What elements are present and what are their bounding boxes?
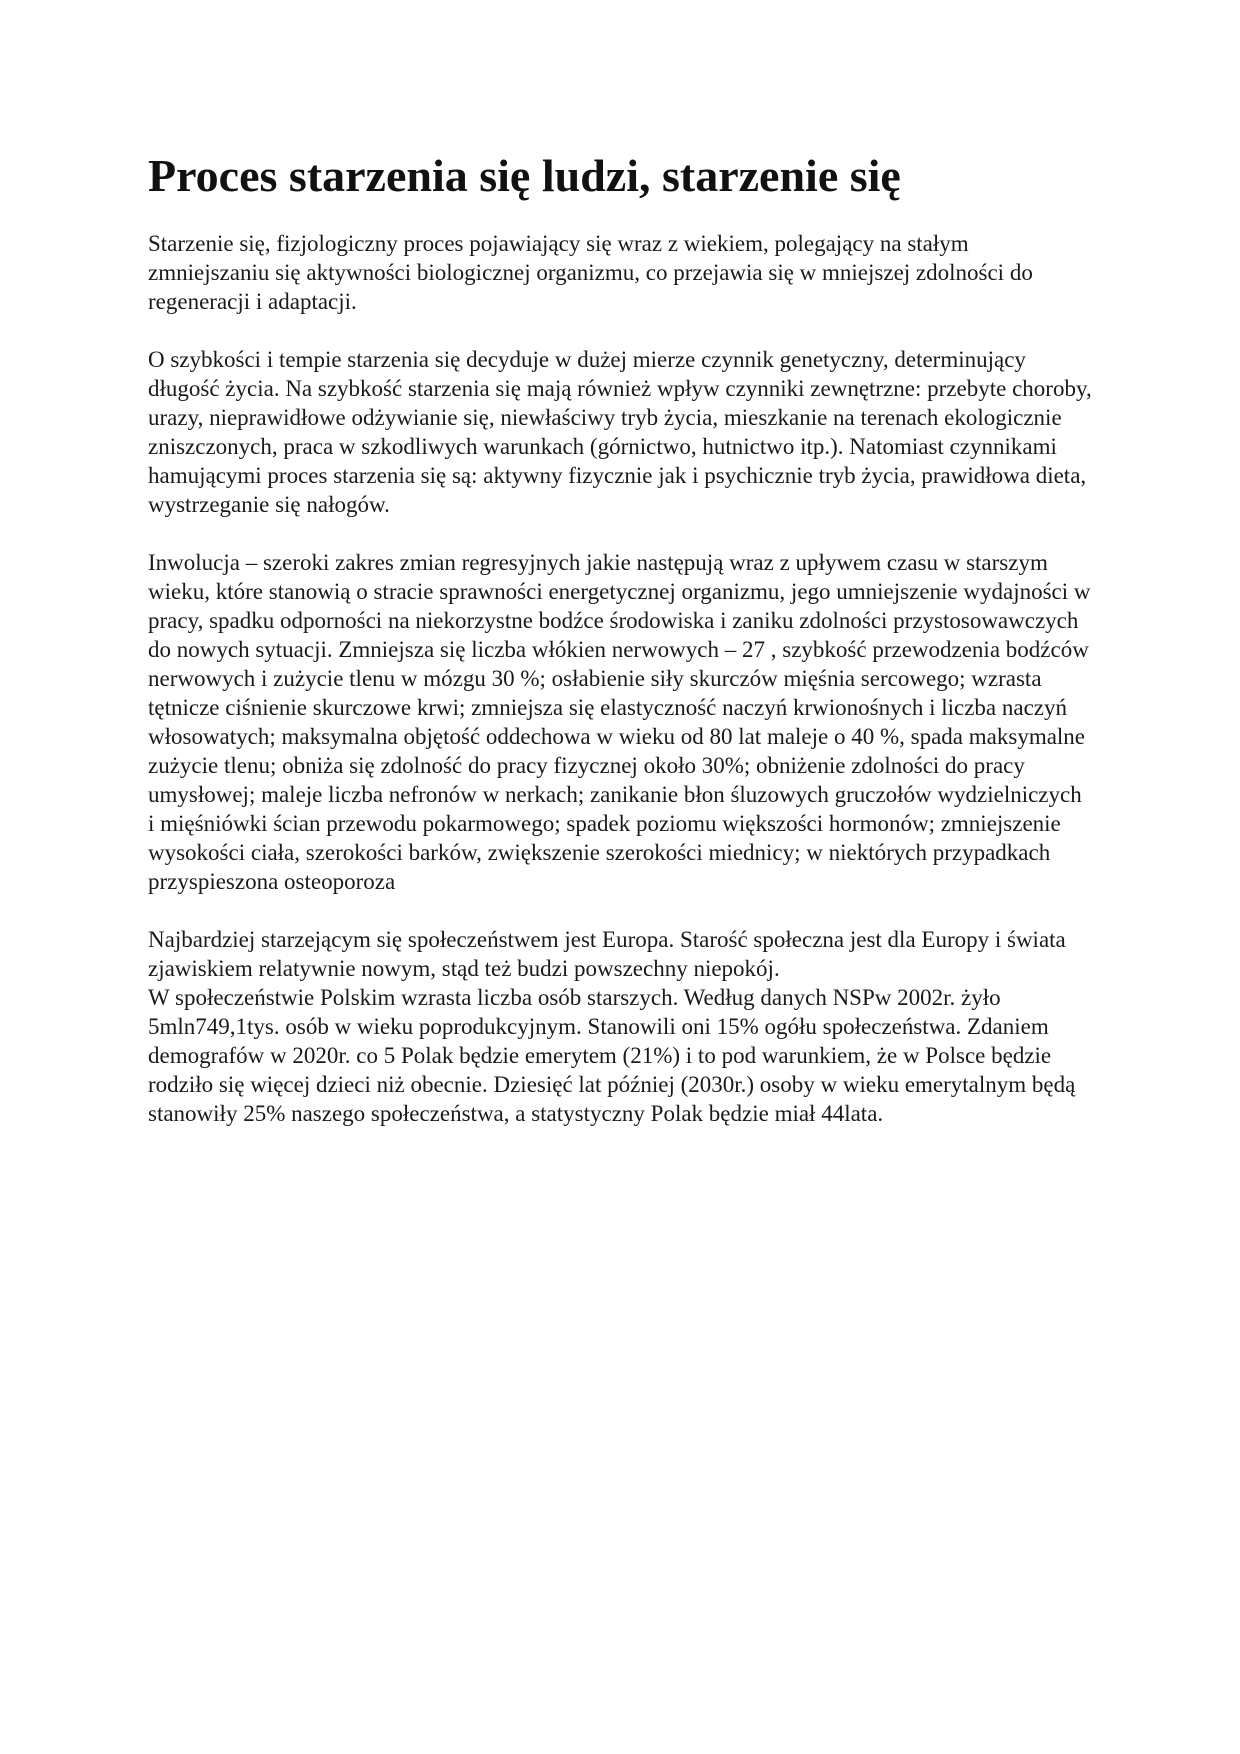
paragraph-poland: W społeczeństwie Polskim wzrasta liczba osób starszych. Według danych NSPw 2002r. żyło 5mln749,1tys. osób w wieku poprodukcyjnym. Stanowili oni 15% ogółu społeczeństwa. Zdaniem demografów w 2020r. co 5 Polak będzie emerytem (21%) i to pod warunkiem, że w Polsce będzie rodziło się więcej dzieci niż obecnie. Dziesięć lat później (2030r.) osoby w wieku emerytalnym będą stanowiły 25% naszego społeczeństwa, a statystyczny Polak będzie miał 44lata. bbox=[148, 984, 1076, 1126]
paragraph-definition: Starzenie się, fizjologiczny proces pojawiający się wraz z wiekiem, polegający na stałym zmniejszaniu się aktywności biologicznej organizmu, co przejawia się w mniejszej zdolności do regeneracji i adaptacji. bbox=[148, 230, 1033, 314]
document-body bbox=[148, 150, 1093, 1128]
paragraph-europe: Najbardziej starzejącym się społeczeństwem jest Europa. Starość społeczna jest dla Europy i świata zjawiskiem relatywnie nowym, stąd też budzi powszechny niepokój. bbox=[148, 926, 1066, 981]
paragraph-factors: O szybkości i tempie starzenia się decyduje w dużej mierze czynnik genetyczny, determinujący długość życia. Na szybkość starzenia się mają również wpływ czynniki zewnętrzne: przebyte choroby, urazy, nieprawidłowe odżywianie się, niewłaściwy tryb życia, mieszkanie na terenach ekologicznie zniszczonych, praca w szkodliwych warunkach (górnictwo, hutnictwo itp.). Natomiast czynnikami hamującymi proces starzenia się są: aktywny fizycznie jak i psychicznie tryb życia, prawidłowa dieta, wystrzeganie się nałogów. bbox=[148, 346, 1092, 517]
document-title: Proces starzenia się ludzi, starzenie się bbox=[148, 150, 901, 201]
paragraph-involution: Inwolucja – szeroki zakres zmian regresyjnych jakie następują wraz z upływem czasu w starszym wieku, które stanowią o stracie sprawności energetycznej organizmu, jego umniejszenie wydajności w pracy, spadku odporności na niekorzystne bodźce środowiska i zaniku zdolności przystosowawczych do nowych sytuacji. Zmniejsza się liczba włókien nerwowych – 27 , szybkość przewodzenia bodźców nerwowych i zużycie tlenu w mózgu 30 %; osłabienie siły skurczów mięśnia sercowego; wzrasta tętnicze ciśnienie skurczowe krwi; zmniejsza się elastyczność naczyń krwionośnych i liczba naczyń włosowatych; maksymalna objętość oddechowa w wieku od 80 lat maleje o 40 %, spada maksymalne zużycie tlenu; obniża się zdolność do pracy fizycznej około 30%; obniżenie zdolności do pracy umysłowej; maleje liczba nefronów w nerkach; zanikanie błon śluzowych gruczołów wydzielniczych i mięśniówki ścian przewodu pokarmowego; spadek poziomu większości hormonów; zmniejszenie wysokości ciała, szerokości barków, zwiększenie szerokości miednicy; w niektórych przypadkach przyspieszona osteoporoza bbox=[148, 549, 1091, 894]
